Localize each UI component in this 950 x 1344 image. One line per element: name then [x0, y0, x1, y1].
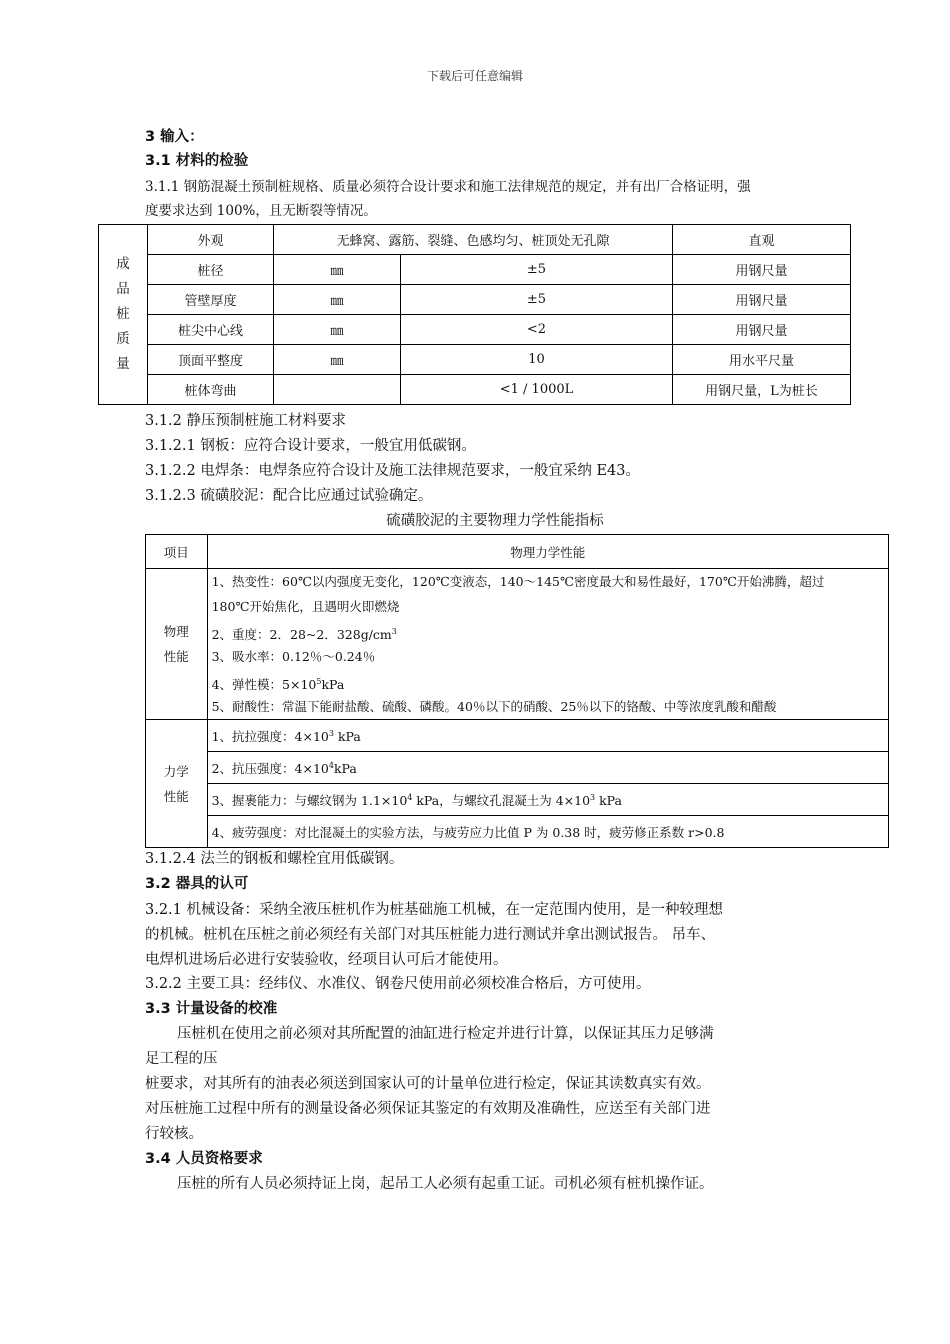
mechanical-row: 1、抗拉强度：$4\times 10^3$ kPa — [207, 720, 888, 752]
unit-cell: ㎜ — [274, 255, 401, 285]
para-3-1-2-1: 3.1.2.1 钢板：应符合设计要求，一般宜用低碳钢。 — [145, 438, 476, 454]
para-3-1-1-line2: 度要求达到 100%，且无断裂等情况。 — [145, 203, 377, 219]
para-3-2-1-line2: 的机械。桩机在压桩之前必须经有关部门对其压桩能力进行测试并拿出测试报告。 吊车、 — [145, 927, 716, 943]
para-3-3-line5: 行较核。 — [145, 1126, 203, 1142]
value-cell: ±5 — [401, 285, 673, 315]
section-3-4-heading: 3.4 人员资格要求 — [145, 1151, 263, 1167]
list-item: 180℃开始焦化，且遇明火即燃烧 — [211, 599, 400, 614]
value-cell: 10 — [401, 345, 673, 375]
value-cell: ±5 — [401, 255, 673, 285]
mechanical-row: 3、握裹能力：与螺纹钢为 $1.1\times 10^4$ kPa，与螺纹孔混凝土为 $4\times 10^3$ kPa — [207, 784, 888, 816]
item-cell: 外观 — [148, 225, 274, 255]
list-item: 5、耐酸性：常温下能耐盐酸、硫酸、磷酸。40％以下的硝酸、25％以下的铬酸、中等浓度乳酸和醋酸 — [211, 699, 777, 714]
method-cell: 用钢尺量，L为桩长 — [673, 375, 851, 405]
para-3-2-1-line1: 3.2.1 机械设备：采纳全液压桩机作为桩基础施工机械，在一定范围内使用，是一种较理想 — [145, 902, 723, 918]
method-cell: 用钢尺量 — [673, 255, 851, 285]
table-row — [99, 255, 851, 285]
para-3-2-1-line3: 电焊机进场后必进行安装验收，经项目认可后才能使用。 — [145, 952, 508, 968]
para-3-1-2-2: 3.1.2.2 电焊条：电焊条应符合设计及施工法律规范要求，一般宜采纳 E43。 — [145, 463, 640, 479]
table-row — [99, 345, 851, 375]
table-row — [146, 784, 889, 816]
method-cell: 用钢尺量 — [673, 315, 851, 345]
sulfur-mortar-table — [145, 534, 889, 848]
method-cell: 用水平尺量 — [673, 345, 851, 375]
mechanical-row: 4、疲劳强度：对比混凝土的实验方法，与疲劳应力比值 P 为 0.38 时，疲劳修正系数 r>0.8 — [207, 816, 888, 848]
para-3-3-line3: 桩要求，对其所有的油表必须送到国家认可的计量单位进行检定，保证其读数真实有效。 — [145, 1076, 711, 1092]
mechanical-label: 力学 性能 — [146, 720, 208, 848]
section-3-heading: 3 输入： — [145, 129, 204, 145]
unit-cell: ㎜ — [274, 315, 401, 345]
table-row — [146, 535, 889, 569]
list-item: 1、热变性：60℃以内强度无变化，120℃变液态，140～145℃密度最大和易性最好，170℃开始沸腾，超过 — [211, 574, 825, 589]
para-3-1-2-4: 3.1.2.4 法兰的钢板和螺栓宜用低碳钢。 — [145, 851, 404, 867]
para-3-1-2: 3.1.2 静压预制桩施工材料要求 — [145, 413, 347, 429]
section-3-1-heading: 3.1 材料的检验 — [145, 153, 249, 169]
header-item: 项目 — [146, 535, 208, 569]
para-3-3-line2: 足工程的压 — [145, 1051, 218, 1067]
item-cell: 顶面平整度 — [148, 345, 274, 375]
table-row — [99, 225, 851, 255]
physical-properties — [207, 569, 888, 720]
table-row — [146, 569, 889, 720]
item-cell: 桩尖中心线 — [148, 315, 274, 345]
unit-cell: ㎜ — [274, 345, 401, 375]
para-3-1-1-line1: 3.1.1 钢筋混凝土预制桩规格、质量必须符合设计要求和施工法律规范的规定，并有出厂合格证明，强 — [145, 179, 751, 195]
table-row — [146, 720, 889, 752]
unit-cell — [274, 375, 401, 405]
section-3-2-heading: 3.2 器具的认可 — [145, 876, 249, 892]
para-3-3-line4: 对压桩施工过程中所有的测量设备必须保证其鉴定的有效期及准确性，应送至有关部门进 — [145, 1101, 711, 1117]
group-label: 成 品 桩 质 量 — [99, 225, 148, 405]
table-row — [146, 816, 889, 848]
item-cell: 桩体弯曲 — [148, 375, 274, 405]
value-cell: <1 / 1000L — [401, 375, 673, 405]
header-note: 下载后可任意编辑 — [426, 69, 523, 83]
table-row — [146, 752, 889, 784]
para-3-2-2: 3.2.2 主要工具：经纬仪、水准仪、钢卷尺使用前必须校准合格后，方可使用。 — [145, 976, 651, 992]
table2-title: 硫磺胶泥的主要物理力学性能指标 — [386, 513, 604, 529]
section-3-3-heading: 3.3 计量设备的校准 — [145, 1001, 278, 1017]
table-row — [99, 315, 851, 345]
item-cell: 管壁厚度 — [148, 285, 274, 315]
method-cell: 用钢尺量 — [673, 285, 851, 315]
table-row — [99, 285, 851, 315]
table-row — [99, 375, 851, 405]
physical-label: 物理 性能 — [146, 569, 208, 720]
unit-cell: ㎜ — [274, 285, 401, 315]
merged-cell: 无蜂窝、露筋、裂缝、色感均匀、桩顶处无孔隙 — [274, 225, 673, 255]
method-cell: 直观 — [673, 225, 851, 255]
pile-quality-table — [98, 224, 851, 405]
header-property: 物理力学性能 — [207, 535, 888, 569]
value-cell: <2 — [401, 315, 673, 345]
list-item: 3、吸水率：0.12％～0.24％ — [211, 649, 376, 664]
para-3-1-2-3: 3.1.2.3 硫磺胶泥：配合比应通过试验确定。 — [145, 488, 433, 504]
para-3-4: 压桩的所有人员必须持证上岗，起吊工人必须有起重工证。司机必须有桩机操作证。 — [177, 1176, 714, 1192]
para-3-3-line1: 压桩机在使用之前必须对其所配置的油缸进行检定并进行计算，以保证其压力足够满 — [177, 1026, 714, 1042]
mechanical-row: 2、抗压强度：$4\times 10^4kPa$ — [207, 752, 888, 784]
item-cell: 桩径 — [148, 255, 274, 285]
list-item: 2、重度：2．28~2．$328g/cm^3$ — [211, 627, 397, 642]
list-item: 4、弹性模：$5\times 10^5kPa$ — [211, 677, 345, 692]
